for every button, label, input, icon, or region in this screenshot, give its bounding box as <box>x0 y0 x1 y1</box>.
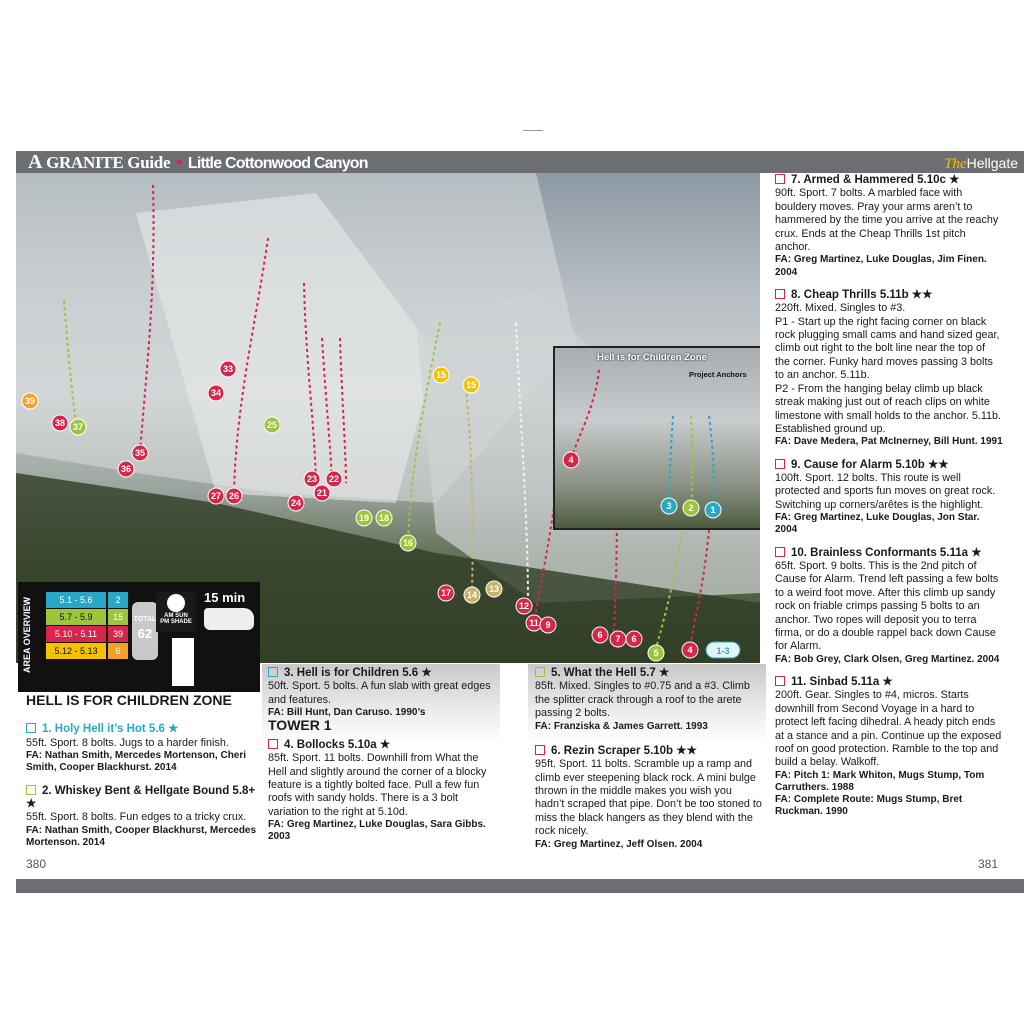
svg-text:26: 26 <box>228 491 240 501</box>
route-fa: FA: Greg Martinez, Luke Douglas, Jon Star. 2004 <box>775 512 980 536</box>
route-total: TOTAL 62 <box>132 602 158 660</box>
route-marker <box>610 631 626 647</box>
route-marker <box>433 367 449 383</box>
route-title: 9. Cause for Alarm 5.10b ★★ <box>775 459 1003 472</box>
grade-row: 5.1 - 5.6 2 <box>46 592 128 608</box>
route-fa: FA: Dave Medera, Pat McInerney, Bill Hunt. 1991 <box>775 436 1003 448</box>
svg-text:33: 33 <box>222 364 234 374</box>
route-marker <box>70 419 86 435</box>
route-marker <box>288 495 304 511</box>
route-title: 4. Bollocks 5.10a ★ <box>268 739 496 752</box>
route-marker <box>264 417 280 433</box>
svg-text:19: 19 <box>358 513 370 523</box>
route-description: 220ft. Mixed. Singles to #3. <box>775 302 906 315</box>
svg-text:2: 2 <box>688 503 694 513</box>
route-marker <box>52 415 68 431</box>
svg-text:13: 13 <box>488 584 500 594</box>
svg-text:7: 7 <box>615 634 621 644</box>
section-title: TOWER 1 <box>268 717 332 734</box>
route-fa: FA: Greg Martinez, Jeff Olsen. 2004 <box>535 838 703 850</box>
route-marker <box>400 535 416 551</box>
route-title: 10. Brainless Conformants 5.11a ★ <box>775 547 1003 560</box>
route-marker <box>314 485 330 501</box>
left-column <box>26 694 258 849</box>
route-title: 8. Cheap Thrills 5.11b ★★ <box>775 289 1003 302</box>
sun-exposure-icon: AM SUN PM SHADE <box>156 592 196 632</box>
svg-text:11: 11 <box>529 618 539 628</box>
svg-text:17: 17 <box>440 588 452 598</box>
inset-marker <box>705 502 721 518</box>
route-description: 55ft. Sport. 8 bolts. Fun edges to a tricky crux. <box>26 811 247 824</box>
route-marker <box>516 598 532 614</box>
route-marker <box>208 385 224 401</box>
inset-marker <box>563 452 579 468</box>
route-description: 100ft. Sport. 12 bolts. This route is well protected and sports fun moves on great rock. Switching up corners/arêtes is the highlight. <box>775 471 996 511</box>
inset-marker <box>683 500 699 516</box>
route-marker <box>464 587 480 603</box>
inset-marker <box>661 498 677 514</box>
svg-text:4: 4 <box>687 645 693 655</box>
page-number: 380 <box>26 857 47 871</box>
svg-text:5: 5 <box>653 648 659 658</box>
area-name: Little Cottonwood Canyon <box>187 155 368 172</box>
grade-row: 5.10 - 5.11 39 <box>46 626 128 642</box>
route-description: 200ft. Gear. Singles to #4, micros. Starts downhill from Second Voyage in a hard to protect left facing dihedral. A heady pitch ends at a stance and a pin. Continue up the exposed roof on good protection. Ramble to the top and build a belay. Walkoff. <box>775 689 1002 769</box>
approach-time: 15 min <box>204 590 246 605</box>
overview-label: AREA OVERVIEW <box>22 597 32 674</box>
route-fa: FA: Complete Route: Mugs Stump, Bret Ruckman. 1990 <box>775 794 963 818</box>
route-marker <box>438 585 454 601</box>
svg-text:1: 1 <box>710 505 716 515</box>
route-description: 50ft. Sport. 5 bolts. A fun slab with great edges and features. <box>268 680 491 706</box>
route-title: 7. Armed & Hammered 5.10c ★ <box>775 174 1003 187</box>
route-fa: FA: Nathan Smith, Mercedes Mortenson, Cheri Smith, Cooper Blackhurst. 2014 <box>26 750 247 774</box>
svg-text:22: 22 <box>328 474 340 484</box>
page-dash <box>523 130 543 131</box>
route-title: 3. Hell is for Children 5.6 ★ <box>268 667 496 680</box>
route-marker <box>376 510 392 526</box>
route-marker <box>220 361 236 377</box>
svg-text:4: 4 <box>568 455 574 465</box>
route-marker <box>626 631 642 647</box>
grade-row: 5.12 - 5.13 6 <box>46 643 128 659</box>
svg-text:24: 24 <box>290 498 302 508</box>
svg-text:37: 37 <box>72 422 84 432</box>
route-title: 6. Rezin Scraper 5.10b ★★ <box>535 745 763 758</box>
area-overview-panel <box>18 582 260 692</box>
zone-title: HELL IS FOR CHILDREN ZONE <box>26 692 232 708</box>
route-marker <box>226 488 242 504</box>
route-fa: FA: Franziska & James Garrett. 1993 <box>535 720 708 732</box>
svg-text:15: 15 <box>465 380 477 390</box>
svg-text:39: 39 <box>24 396 36 406</box>
grade-row: 5.7 - 5.9 15 <box>46 609 128 625</box>
svg-text:21: 21 <box>316 488 328 498</box>
route-marker <box>132 445 148 461</box>
route-description: 85ft. Sport. 11 bolts. Downhill from What the Hell and slightly around the corner of a blocky feature is a tightly bolted face. Pull a few fun roofs with sandy holds. There is a 3 bolt variation to the right at 5.10d. <box>268 752 487 818</box>
route-title: 11. Sinbad 5.11a ★ <box>775 676 1003 689</box>
wall-angle-icon <box>158 638 194 686</box>
route-description: 65ft. Sport. 9 bolts. This is the 2nd pitch of Cause for Alarm. Trend left passing a few bolts to a weird foot move. After this climb up sandy rock on friable crimps passing 5 bolts to an anchor. Two ropes will deposit you to terra firma, or do a double rappel back down Cause for Alarm. <box>775 559 999 653</box>
svg-text:18: 18 <box>378 513 390 523</box>
route-title: 1. Holy Hell it’s Hot 5.6 ★ <box>26 723 258 736</box>
svg-text:6: 6 <box>597 630 603 640</box>
route-fa: FA: Bob Grey, Clark Olsen, Greg Martinez. 2004 <box>775 653 1000 665</box>
middle-column-2 <box>535 667 763 851</box>
svg-text:27: 27 <box>210 491 222 501</box>
svg-text:14: 14 <box>466 590 478 600</box>
svg-text:38: 38 <box>54 418 66 428</box>
route-title: 5. What the Hell 5.7 ★ <box>535 667 763 680</box>
right-column <box>775 174 1003 819</box>
route-pitch: P1 - Start up the right facing corner on black rock plugging small cams and hand sized gear, climb out right to the bolt line near the top of the corner. Funky hard moves passing 3 bolts to an anchor. 5.11b. <box>775 315 1000 382</box>
route-marker <box>208 488 224 504</box>
svg-text:25: 25 <box>266 420 278 430</box>
route-fa: FA: Bill Hunt, Dan Caruso. 1990’s <box>268 707 426 719</box>
route-marker <box>326 471 342 487</box>
svg-text:36: 36 <box>120 464 132 474</box>
route-marker <box>682 642 698 658</box>
svg-text:9: 9 <box>545 620 551 630</box>
svg-text:34: 34 <box>210 388 222 398</box>
route-marker <box>540 617 556 633</box>
svg-text:15: 15 <box>435 370 447 380</box>
route-fa: FA: Nathan Smith, Cooper Blackhurst, Mercedes Mortenson. 2014 <box>26 824 257 849</box>
route-marker <box>118 461 134 477</box>
approach-shoe-icon <box>204 608 254 630</box>
route-marker <box>356 510 372 526</box>
route-description: 85ft. Mixed. Singles to #0.75 and a #3. Climb the splitter crack through a roof to the arete passing 2 bolts. <box>535 680 750 720</box>
svg-text:12: 12 <box>518 601 530 611</box>
route-description: 90ft. Sport. 7 bolts. A marbled face with bouldery moves. Pray your arms aren’t to hammered by the time you arrive at the reachy crux. Ends at the Cheap Thrills 1st pitch anchor. <box>775 187 999 254</box>
route-marker <box>592 627 608 643</box>
route-fa: FA: Pitch 1: Mark Whiton, Mugs Stump, Tom Carruthers. 1988 <box>775 769 985 794</box>
route-fa: FA: Greg Martinez, Luke Douglas, Sara Gibbs. 2003 <box>268 819 486 843</box>
route-description: 95ft. Sport. 11 bolts. Scramble up a ramp and climb ever steepening black rock. A mini bulge thrown in the middle makes you wish you hadn’t scraped that pipe. Don’t be too stoned to miss the black hangers as they blend with the rock nicely. <box>535 758 762 838</box>
guide-brand: A GRANITE Guide • Little Cottonwood Canyon <box>28 151 368 173</box>
inset-title: Hell is for Children Zone <box>597 352 707 363</box>
svg-text:3: 3 <box>666 501 672 511</box>
route-fa: FA: Greg Martinez, Luke Douglas, Jim Finen. 2004 <box>775 254 987 278</box>
route-pitch: P2 - From the hanging belay climb up black streak making just out of reach clips on white limestone with small holds to the anchor. 5.11b. Established ground up. <box>775 382 1002 435</box>
svg-text:16: 16 <box>402 538 414 548</box>
inset-anchors-label: Project Anchors <box>689 370 747 379</box>
route-marker <box>486 581 502 597</box>
route-marker <box>648 645 664 661</box>
route-marker <box>463 377 479 393</box>
route-marker <box>22 393 38 409</box>
header-bar <box>16 151 1024 173</box>
svg-text:1-3: 1-3 <box>716 646 730 656</box>
svg-text:23: 23 <box>306 474 318 484</box>
route-title: 2. Whiskey Bent & Hellgate Bound 5.8+ ★ <box>26 784 256 811</box>
route-range-marker <box>706 642 740 658</box>
svg-text:35: 35 <box>134 448 146 458</box>
route-marker <box>526 615 542 631</box>
route-description: 55ft. Sport. 8 bolts. Jugs to a harder finish. <box>26 736 229 749</box>
middle-column-1 <box>268 667 496 844</box>
footer-bar <box>16 879 1024 893</box>
inset-overlay <box>555 348 760 528</box>
route-marker <box>304 471 320 487</box>
page-number: 381 <box>978 857 999 871</box>
zone-inset-photo <box>553 346 760 530</box>
zone-name: TheHellgate <box>944 155 1018 172</box>
svg-text:6: 6 <box>631 634 637 644</box>
